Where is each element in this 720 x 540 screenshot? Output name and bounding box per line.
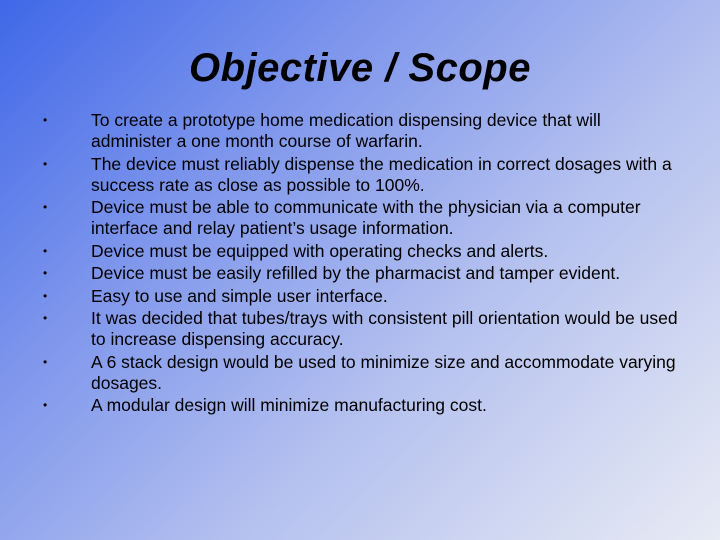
bullet-item xyxy=(40,286,700,307)
bullet-text: Device must be easily refilled by the pharmacist and tamper evident. xyxy=(91,263,621,283)
bullet-dot-icon: • xyxy=(43,243,48,258)
bullet-item xyxy=(40,352,700,394)
slide-title: Objective / Scope xyxy=(189,46,531,90)
bullet-item xyxy=(40,395,700,416)
bullet-list xyxy=(40,110,700,418)
bullet-text: It was decided that tubes/trays with consistent pill orientation would be used to increase dispensing accuracy. xyxy=(91,308,678,349)
bullet-item xyxy=(40,110,700,152)
bullet-item xyxy=(40,308,700,350)
bullet-item xyxy=(40,263,700,284)
bullet-item xyxy=(40,197,700,239)
bullet-dot-icon: • xyxy=(43,113,48,127)
bullet-text: Device must be equipped with operating checks and alerts. xyxy=(91,240,549,261)
bullet-text: Device must be able to communicate with the physician via a computer interface and relay patient’s usage information. xyxy=(91,197,641,238)
bullet-text: Easy to use and simple user interface. xyxy=(91,285,388,306)
bullet-text: To create a prototype home medication dispensing device that will administer a one month course of warfarin. xyxy=(91,110,601,151)
bullet-dot-icon: • xyxy=(43,354,48,369)
bullet-dot-icon: • xyxy=(43,266,48,280)
bullet-item xyxy=(40,241,700,262)
bullet-dot-icon: • xyxy=(43,398,48,412)
bullet-dot-icon: • xyxy=(43,200,48,214)
bullet-dot-icon: • xyxy=(43,311,48,325)
bullet-dot-icon: • xyxy=(43,156,48,171)
bullet-dot-icon: • xyxy=(43,288,48,303)
bullet-text: The device must reliably dispense the medication in correct dosages with a success rate as close as possible to 100%. xyxy=(91,153,672,195)
bullet-item xyxy=(40,154,700,196)
bullet-text: A 6 stack design would be used to minimize size and accommodate varying dosages. xyxy=(91,351,676,393)
bullet-text: A modular design will minimize manufacturing cost. xyxy=(91,395,487,415)
